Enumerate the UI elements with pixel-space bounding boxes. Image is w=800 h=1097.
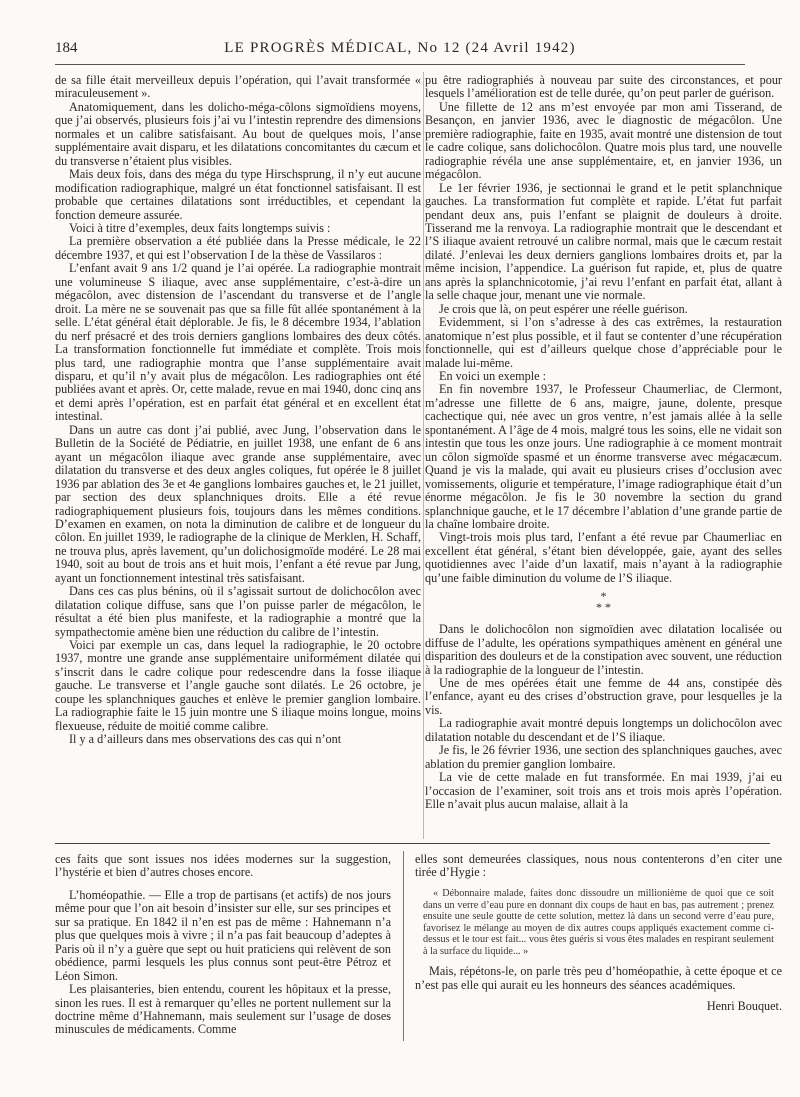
- feuilleton-column-left: [55, 853, 391, 1053]
- paragraph: Dans ces cas plus bénins, où il s’agissait surtout de dolichocôlon avec dilatation colique diffuse, sans que l’on puisse parler de mégacôlon, le résultat a été bien plus manifeste, et la radiographie a montré que la sympathectomie amène bien une réduction du calibre de l’intestin.: [55, 584, 421, 639]
- paragraph: Dans le dolichocôlon non sigmoïdien avec dilatation localisée ou diffuse de l’adulte, les opérations sympathiques amènent en général une disparition des douleurs et de la constipation avec souvent, une réduction à la radiographie de la longueur de l’intestin.: [425, 622, 782, 677]
- paragraph: En fin novembre 1937, le Professeur Chaumerliac, de Clermont, m’adresse une fillette de 6 ans, maigre, jaune, dolente, presque cachectique qui, née avec un gros ventre, n’est jamais allée à la selle spontanément. A l’âge de 4 mois, malgré tous les soins, elle ne vidait son intestin que tous les onze jours. Une radiographie à ce moment montrait un côlon sigmoïde spasmé et un énorme transverse avec mégacæcum. Quand je vis la malade, qui avait eu plusieurs crises d’occlusion avec vomissements, oligurie et température, l’image radiographique était d’un énorme mégacôlon. Je fis le 30 novembre la section du grand splanchnique gauche, et le 17 décembre l’ablation d’une grande partie de la chaîne lombaire droite.: [425, 382, 782, 531]
- article-column-left: [55, 74, 421, 839]
- paragraph: Mais deux fois, dans des méga du type Hirschsprung, il n’y eut aucune modification radiographique, malgré un état fonctionnel satisfaisant. Il est probable que certaines dilatations sont irréductibles, et cependant la fonction demeure assurée.: [55, 167, 421, 222]
- paragraph: de sa fille était merveilleux depuis l’opération, qui l’avait transformée « miraculeusement ».: [55, 73, 421, 101]
- column-divider: [423, 72, 424, 839]
- paragraph: Vingt-trois mois plus tard, l’enfant a été revue par Chaumerliac en excellent état général, s’étant bien développée, gaie, ayant des selles quotidiennes avec l’aide d’un laxatif, mais n’ayant à la radiographie qu’une faible diminution du volume de l’S iliaque.: [425, 530, 782, 585]
- feuilleton-column-right: [415, 853, 782, 1053]
- paragraph: Anatomiquement, dans les dolicho-méga-côlons sigmoïdiens moyens, que j’ai observés, plusieurs fois j’ai vu l’intestin reprendre des dimensions normales et un calibre satisfaisant. Au bout de quelques mois, l’anse supplémentaire avait disparu, et les dilatations concomitantes du cæcum et du transverse n’étaient plus visibles.: [55, 99, 421, 168]
- paragraph: elles sont demeurées classiques, nous nous contenterons d’en citer une tirée d’Hygie :: [415, 852, 782, 880]
- paragraph: Une fillette de 12 ans m’est envoyée par mon ami Tisserand, de Besançon, en janvier 1936, avec le diagnostic de mégacôlon. Une première radiographie, faite en 1935, avait montré une distension de tout le cadre colique, sans dolichocôlon. Quatre mois plus tard, une nouvelle radiographie révéla une anse supplémentaire, et, en janvier 1936, un mégacôlon.: [425, 99, 782, 182]
- feuilleton-divider: [403, 851, 404, 1041]
- paragraph: Je fis, le 26 février 1936, une section des splanchniques gauches, avec ablation du premier ganglion lombaire.: [425, 743, 782, 771]
- paragraph: La première observation a été publiée dans la Presse médicale, le 22 décembre 1937, et qui est l’observation I de la thèse de Vassilaros :: [55, 234, 421, 262]
- author-signature: Henri Bouquet.: [706, 999, 782, 1014]
- paragraph: Il y a d’ailleurs dans mes observations des cas qui n’ont: [69, 732, 342, 747]
- paragraph: La vie de cette malade en fut transformée. En mai 1939, j’ai eu l’occasion de l’examiner, soit trois ans et trois mois après l’opération. Elle n’avait plus aucun malaise, allait à la: [425, 770, 782, 812]
- section-separator: [55, 843, 770, 844]
- paragraph: L’homéopathie. — Elle a trop de partisans (et actifs) de nos jours même pour que l’on ait besoin d’insister sur elle, sur ses principes et sur sa pratique. En 1842 il n’en est pas de même : Hahnemann n’a plus que quelques mois à vivre ; il n’a pas fait beaucoup d’adeptes à Paris où il n’y a guère que sept ou huit praticiens qui relèvent de son obédience, parmi lesquels les plus connus sont peut-être Pétroz et Léon Simon.: [55, 887, 391, 983]
- paragraph: ces faits que sont issues nos idées modernes sur la suggestion, l’hystérie et bien d’autres choses encore.: [55, 852, 391, 880]
- header-rule: [55, 64, 745, 65]
- paragraph: La radiographie avait montré depuis longtemps un dolichocôlon avec dilatation notable du descendant et de l’S iliaque.: [425, 716, 782, 744]
- running-header: [55, 40, 745, 62]
- section-asterism: * * *: [596, 589, 611, 615]
- paragraph: L’enfant avait 9 ans 1/2 quand je l’ai opérée. La radiographie montrait une volumineuse S iliaque, avec anse supplémentaire, c’est-à-dire un mégacôlon, avec distension de l’ascendant du transverse et de l’angle droit. La mère ne se souvenait pas que sa fille fût allée spontanément à la selle. L’état général était déplorable. Je fis, le 8 décembre 1934, l’ablation du nerf présacré et des trois derniers ganglions lombaires des deux côtés. La transformation fonctionnelle fut immédiate et complète. Trois mois plus tard, une radiographie montra que l’anse supplémentaire avait disparu, et qu’il n’y avait plus de mégacôlon. Les radiographies ont été publiées avant et après. Or, cette malade, revue en mai 1940, donc cinq ans et demi après l’opération, est en parfait état général et en excellent état intestinal.: [55, 261, 422, 424]
- paragraph: Voici par exemple un cas, dans lequel la radiographie, le 20 octobre 1937, montre une grande anse supplémentaire uniformément dilatée qui s’inscrit dans le cadre colique pour redescendre dans la fosse iliaque gauche. Le transverse et l’angle gauche sont dilatés. Le 26 octobre, je coupe les splanchniques gauches et enlève le premier ganglion lombaire. La radiographie faite le 15 juin montre une S iliaque moins longue, moins flexueuse, réduite de moitié comme calibre.: [55, 638, 421, 733]
- paragraph: Les plaisanteries, bien entendu, courent les hôpitaux et la presse, sinon les rues. Il est à remarquer qu’elles ne portent nullement sur la doctrine même d’Hahnemann, mais seulement sur l’usage de doses minuscules de médicaments. Comme: [55, 982, 391, 1037]
- page-number: 184: [55, 40, 78, 56]
- article-column-right: [425, 74, 782, 839]
- quotation: « Débonnaire malade, faites donc dissoudre un millionième de quoi que ce soit dans un verre d’eau pure en donnant dix coups de haut en bas, pas autrement ; prenez ensuite une seule goutte de cette solution, mettez là dans un second verre d’eau pure, favorisez le mélange au moyen de dix autres coups appliqués exactement comme ci-dessus et le tour est fait... vous êtes guéris si vous êtes malades en respirant seulement à la surface du liquide... »: [423, 887, 774, 957]
- paragraph: En voici un exemple :: [439, 368, 546, 383]
- paragraph: Dans un autre cas dont j’ai publié, avec Jung, l’observation dans le Bulletin de la Société de Pédiatrie, en juillet 1938, une enfant de 6 ans ayant un mégacôlon iliaque avec grande anse supplémentaire, avec dilatation du transverse et des deux angles coliques, fut opérée le 8 juillet 1936 par ablation des 3e et 4e ganglions lombaires gauches et, le 21 juillet, par section des deux splanchniques droits. Elle a été revue radiographiquement plusieurs fois, toujours dans les mêmes conditions. D’examen en examen, on nota la diminution de calibre et de longueur du côlon. En juillet 1939, le radiographe de la clinique de Merklen, H. Schaff, ne trouva plus, après lavement, qu’un dolichosigmoïde modéré. Le 28 mai 1940, soit au bout de trois ans et huit mois, l’enfant a été revue par Jung, ayant un fonctionnement intestinal très satisfaisant.: [55, 422, 421, 585]
- journal-title: LE PROGRÈS MÉDICAL, No 12 (24 Avril 1942): [224, 40, 576, 56]
- paragraph: Le 1er février 1936, je sectionnai le grand et le petit splanchnique gauches. La transformation fut complète et rapide. L’état fut parfait pendant deux ans, puis l’enfant se plaignit de douleurs à droite. Tisserand me la renvoya. La radiographie montrait que le descendant et l’S iliaque avaient retrouvé un calibre normal, mais que le cæcum restait dilaté. J’enlevai les deux derniers ganglions lombaires droits et, par la même incision, l’appendice. La guérison fut rapide, et, plus de quatre ans après la splanchnicotomie, j’ai revu l’enfant en parfait état, allant à la selle chaque jour, menant une vie normale.: [425, 180, 782, 303]
- paragraph: Mais, répétons-le, on parle très peu d’homéopathie, à cette époque et ce n’est pas elle qui aurait eu les honneurs des séances académiques.: [415, 964, 782, 992]
- paragraph: Evidemment, si l’on s’adresse à des cas extrêmes, la restauration anatomique n’est plus possible, et il faut se contenter d’une récupération fonctionnelle, qui est d’ailleurs quelque chose d’appréciable pour le malade lui-même.: [425, 315, 782, 370]
- paragraph: Je crois que là, on peut espérer une réelle guérison.: [439, 301, 688, 316]
- paragraph: Une de mes opérées était une femme de 44 ans, constipée dès l’enfance, ayant eu des crises d’obstruction grave, pour lesquelles je la vis.: [425, 676, 782, 717]
- paragraph: Voici à titre d’exemples, deux faits longtemps suivis :: [69, 220, 331, 235]
- paragraph: pu être radiographiés à nouveau par suite des circonstances, et pour lesquels l’amélioration est de telle durée, qu’on peut parler de guérison.: [425, 73, 782, 101]
